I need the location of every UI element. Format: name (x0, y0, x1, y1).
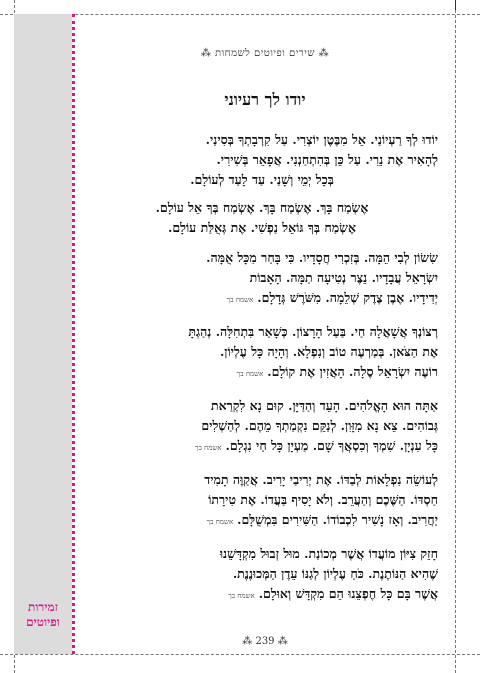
side-tab-line-1: זמירות (28, 600, 58, 614)
stanza-text: כָּל עִנְיָן. שִׁמְךָ וְכִסְאֲךָ שָׁם. מַעְיָן כָּל חַי נִגְלָם. (225, 438, 438, 453)
stanza-text: יַחֲרִיב. וְאָז נָשִׁיר לִכְבוֹדוֹ. הַשִּׁירִים בִּמְשֻׁלָּם. (237, 512, 438, 527)
stanza-text: אֲשֶׁר בָּם כָּל חֶפְצֵנוּ הֵם מִקְדָּשׁ וְאוּלָם. (258, 586, 438, 601)
stanza-line: לְעוֹשֵׂה נִפְלָאוֹת לְבַדּוֹ. אֶת יְרִיבַי יָרִיב. אֲקַוֶּה תָמִיד (204, 472, 438, 487)
stanza-line: אַתָּה הוּא הָאֱלֹהִים. הָעֵד וְהַדַּיָּן. קוּם נָא לִקְרַאת (211, 398, 438, 413)
stanza-signature: אשמח בך (195, 444, 222, 452)
stanza-signature: אשמח בך (228, 592, 255, 600)
chorus-line: אֶשְׂמַח בָּךְ. אֶשְׂמַח בָּךְ. אֶשְׂמַח בְּךָ אֵל עוֹלָם. (155, 200, 369, 215)
stanza-line (86, 584, 438, 606)
stanza-line (86, 362, 438, 384)
stanza-4 (86, 322, 438, 384)
page-number: ⁂ 239 ⁂ (242, 636, 288, 647)
stanza-line: שֶׁהִיא הַנּוֹתֶנֶת. כֹּחַ עֶלְיוֹן לְגַנּוֹ עֵדֶן הַמְּכוּנֶנֶת. (232, 566, 438, 581)
stanza-3 (86, 248, 438, 310)
stanza-5 (86, 396, 438, 458)
stanza-signature: אשמח בך (226, 296, 254, 304)
stanza-line: אֶת הַצֹּאן. בְּמַרְעֶה טוֹב וְנִפְלָא. וְהָיָה כָּל עֶלְיוֹן. (219, 344, 438, 359)
crop-mark (455, 0, 456, 10)
stanza-signature: אשמח בך (236, 370, 264, 378)
stanza-text: רוֹעֶה יִשְׂרָאֵל סֶלָה. הָאֲזִין אֶת קוֹלָם. (267, 364, 438, 379)
stanza-6 (86, 470, 438, 532)
stanza-line: חָזֵק צִיּוֹן מוֹעֲדוֹ אֲשֶׁר מְכוֹנַת. מוּל זְבוּל מִקְדָּשֵׁנוּ (219, 546, 438, 561)
stanza-line: גְּבוֹהִים. צֵא נָא מִזָּוִן. לְנַקֵּם נִקְמַתְךָ מֵהֶם. לְהַשְׁלִים (201, 418, 438, 433)
book-page (80, 14, 450, 654)
side-tab-strip (14, 14, 72, 654)
stanza-text: יְדִידָיו. אֶבֶן צֶדֶק שְׁלֵמָה. מִשֹּׁרֶשׁ גְּדָלָם. (257, 290, 438, 305)
stanza-line (86, 436, 438, 458)
stanza-line: יִשְׂרָאֵל עֲבָדָיו. נֵצֶר נְטִיעָה תַמָּה. הָאָבוֹת (249, 270, 438, 285)
chorus (86, 198, 438, 238)
stanza-line: רְצוֹנְךָ אֲשָׁאֲלָה חַי. בַּעַל הָרָצוֹן. כְּשָׁאַר בִּתְחִלָּה. נְהַגְתָּ (188, 324, 438, 339)
stanza-7 (86, 544, 438, 606)
stanza-line (86, 510, 438, 532)
stanza-1 (86, 130, 438, 190)
stanza-signature: אשמח בך (206, 518, 234, 526)
crop-guide-right (455, 0, 456, 673)
poem-title: יודו לך רעיוני (224, 90, 306, 109)
stanza-line (86, 288, 438, 310)
stanza-line: יוֹדוּ לְךָ רַעְיוֹנַי. אֵל מִבֶּטֶן יוֹצְרִי. עַל קִרְבָתְךָ בְּסִינַי. (205, 132, 438, 147)
running-head: ⁂ שירים ופיוטים לשמחות ⁂ (200, 48, 330, 59)
stanza-line: לְהָאִיר אֶת נֵרִי. עַל כֵּן בְּהִתְחַנְנִי. אֲפָאֵר בְּשִׁירִי. (216, 152, 438, 167)
stanza-line: שִׂשׂוֹן לְבִי הֵמָּה. בְּזִכְרִי חֲסָדָיו. כִּי בָּחַר מִכָּל אֻמָּה. (206, 250, 438, 265)
side-tab-dotted-border (72, 14, 75, 654)
crop-guide-bottom (0, 654, 480, 655)
stanza-line: חַסְדּוֹ. הַשֶּׁכֶם וְהַעֲרֵב. וְלֹא יָסִיף בַּעֲדוֹ. אֶת טִירָתוֹ (208, 492, 438, 507)
side-tab-line-2: ופיוטים (26, 615, 60, 629)
side-tab-label (18, 600, 68, 630)
chorus-line: אֶשְׂמַח בְּךָ גּוֹאֵל נַפְשִׁי. אֶת גְּאֻלַּת עוֹלָם. (167, 220, 357, 235)
stanza-line: בְּכָל יְמֵי וְשָׁנַי. עַד לָעַד לְעוֹלָם. (190, 172, 334, 187)
